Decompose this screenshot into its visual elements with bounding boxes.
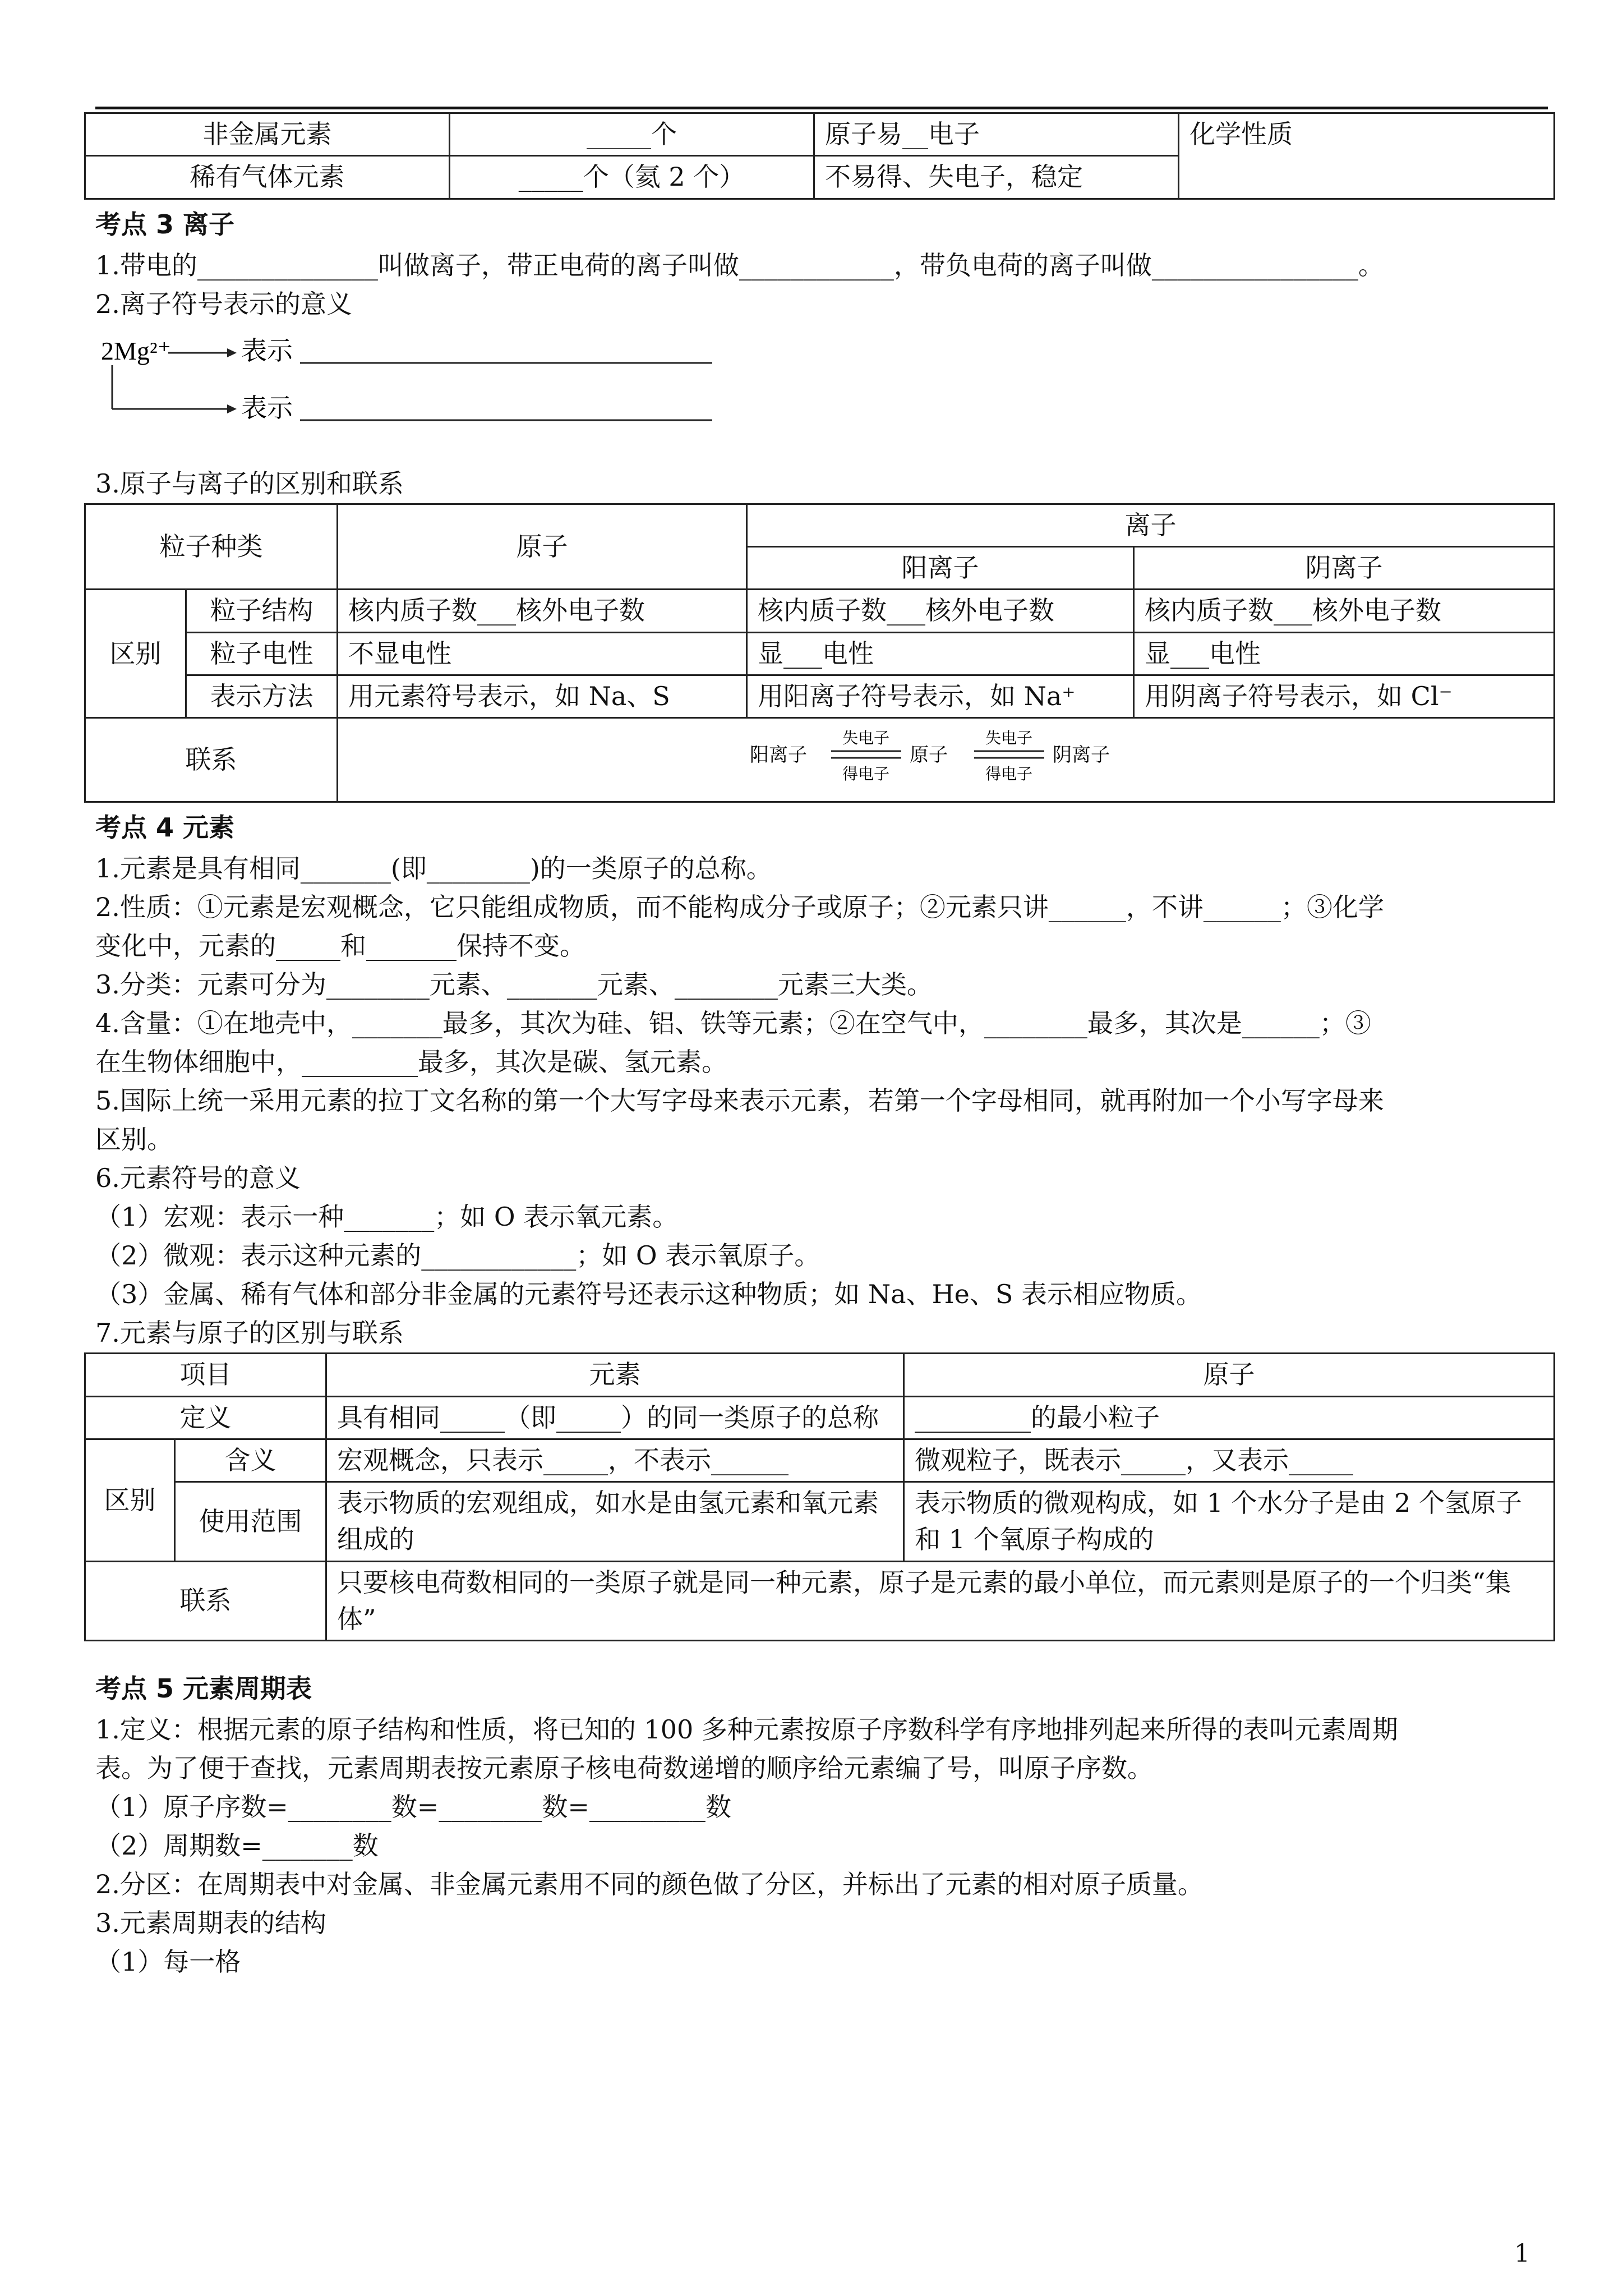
- paragraph: （1）宏观：表示一种_______；如 O 表示氧元素。: [95, 1202, 679, 1232]
- ion-symbol-diagram-svg: [101, 332, 774, 444]
- table-cell: _________的最小粒子: [904, 1396, 1555, 1439]
- table-cell: 使用范围: [175, 1482, 326, 1562]
- table-cell: 只要核电荷数相同的一类原子就是同一种元素，原子是元素的最小单位，而元素则是原子的一个归类“集体”: [326, 1561, 1555, 1641]
- table-cell: 离子: [747, 504, 1555, 546]
- conv-lose: 失电子: [842, 729, 889, 748]
- arrow-head: [227, 348, 237, 357]
- paragraph: 2.离子符号表示的意义: [95, 288, 352, 319]
- table-cell: 核内质子数___核外电子数: [747, 590, 1134, 632]
- table-cell: 非金属元素: [85, 113, 450, 156]
- table-row: [85, 632, 1555, 675]
- page-number: 1: [1514, 2239, 1530, 2268]
- conv-anion: 阴离子: [1052, 744, 1110, 767]
- arrow-head: [227, 404, 237, 413]
- table-cell: 阴离子: [1134, 546, 1555, 589]
- table-cell: 阳离子: [747, 546, 1134, 589]
- table-cell: 化学性质: [1179, 113, 1555, 199]
- paragraph: 4.含量：①在地壳中，_______最多，其次为硅、铝、铁等元素；②在空气中，________最多，其次是______；③: [95, 1008, 1371, 1039]
- table-cell: 显___电性: [747, 632, 1134, 675]
- table-row: [85, 1561, 1555, 1641]
- table-row: [85, 113, 1555, 156]
- table-cell: 表示方法: [186, 675, 338, 717]
- paragraph: 在生物体细胞中，_________最多，其次是碳、氢元素。: [95, 1047, 727, 1078]
- ion-symbol-diagram: [101, 332, 1553, 454]
- table-row: [85, 718, 1555, 802]
- paragraph: 2.性质：①元素是宏观概念，它只能组成物质，而不能构成分子或原子；②元素只讲______，不讲______；③化学: [95, 892, 1384, 923]
- table-row: [85, 1396, 1555, 1439]
- paragraph: 1.元素是具有相同_______(即________)的一类原子的总称。: [95, 853, 772, 884]
- paragraph: 3.原子与离子的区别和联系: [95, 468, 404, 499]
- table-row: [85, 675, 1555, 717]
- table-cell: 粒子电性: [186, 632, 338, 675]
- table-cell: 稀有气体元素: [85, 156, 450, 199]
- table-row: [85, 504, 1555, 546]
- atom-ion-table: [84, 503, 1555, 803]
- table-cell: 核内质子数___核外电子数: [1134, 590, 1555, 632]
- element-type-table: [84, 112, 1555, 200]
- table-cell: 宏观概念，只表示_____，不表示______: [326, 1439, 904, 1481]
- table-cell: _____个: [450, 113, 814, 156]
- table-cell: 区别: [85, 590, 186, 718]
- table-cell: 用阴离子符号表示，如 Cl⁻: [1134, 675, 1555, 717]
- table-cell: 微观粒子，既表示_____，又表示_____: [904, 1439, 1555, 1481]
- paragraph: （3）金属、稀有气体和部分非金属的元素符号还表示这种物质；如 Na、He、S 表示相应物质。: [95, 1279, 1202, 1310]
- table-cell: 含义: [175, 1439, 326, 1481]
- paragraph: （2）周期数=_______数: [95, 1830, 379, 1861]
- conv-cation: 阳离子: [749, 744, 807, 767]
- conversion-cell: [338, 718, 1555, 802]
- table-cell: 用阳离子符号表示，如 Na⁺: [747, 675, 1134, 717]
- document-page: [84, 107, 1553, 1981]
- section-title: 考点 3 离子: [95, 209, 235, 240]
- table-cell: 原子: [338, 504, 747, 590]
- table-cell: 原子易__电子: [814, 113, 1179, 156]
- paragraph: 2.分区：在周期表中对金属、非金属元素用不同的颜色做了分区，并标出了元素的相对原子质量。: [95, 1869, 1204, 1900]
- table-cell: 项目: [85, 1354, 326, 1396]
- table-cell: 原子: [904, 1354, 1555, 1396]
- paragraph: 7.元素与原子的区别与联系: [95, 1318, 404, 1349]
- table-row: [85, 1482, 1555, 1562]
- table-cell: _____个（氦 2 个）: [450, 156, 814, 199]
- table-cell: 不显电性: [338, 632, 747, 675]
- paragraph: 表。为了便于查找，元素周期表按元素原子核电荷数递增的顺序给元素编了号，叫原子序数。: [95, 1753, 1153, 1784]
- table-cell: 粒子种类: [85, 504, 338, 590]
- paragraph: 3.元素周期表的结构: [95, 1908, 326, 1939]
- table-cell: 区别: [85, 1439, 175, 1561]
- table-cell: 联系: [85, 1561, 326, 1641]
- conv-gain: 得电子: [985, 765, 1032, 784]
- ion-label: 表示: [241, 335, 293, 366]
- section-title: 考点 5 元素周期表: [95, 1673, 312, 1704]
- table-row: [85, 590, 1555, 632]
- ion-symbol: 2Mg²⁺: [101, 336, 171, 365]
- conv-lose: 失电子: [985, 729, 1032, 748]
- table-cell: 联系: [85, 718, 338, 802]
- paragraph: 1.定义：根据元素的原子结构和性质，将已知的 100 多种元素按原子序数科学有序地排列起来所得的表叫元素周期: [95, 1714, 1398, 1745]
- table-row: [85, 1354, 1555, 1396]
- conversion-diagram: [750, 724, 1142, 786]
- table-cell: 表示物质的微观构成，如 1 个水分子是由 2 个氢原子和 1 个氧原子构成的: [904, 1482, 1555, 1562]
- paragraph: 1.带电的______________叫做离子，带正电荷的离子叫做____________，带负电荷的离子叫做________________。: [95, 250, 1384, 280]
- table-cell: 用元素符号表示，如 Na、S: [338, 675, 747, 717]
- table-cell: 不易得、失电子，稳定: [814, 156, 1179, 199]
- ion-label: 表示: [241, 392, 293, 423]
- conv-gain: 得电子: [842, 765, 889, 784]
- table-cell: 显___电性: [1134, 632, 1555, 675]
- paragraph: （2）微观：表示这种元素的____________；如 O 表示氧原子。: [95, 1240, 820, 1271]
- table-cell: 定义: [85, 1396, 326, 1439]
- paragraph: 3.分类：元素可分为________元素、_______元素、________元素三大类。: [95, 969, 933, 1000]
- table-row: [85, 1439, 1555, 1481]
- paragraph: 5.国际上统一采用元素的拉丁文名称的第一个大写字母来表示元素，若第一个字母相同，就再附加一个小写字母来: [95, 1085, 1384, 1116]
- paragraph: 变化中，元素的_____和_______保持不变。: [95, 931, 585, 961]
- paragraph: 6.元素符号的意义: [95, 1163, 301, 1194]
- table-cell: 具有相同_____（即_____）的同一类原子的总称: [326, 1396, 904, 1439]
- paragraph: 区别。: [95, 1124, 173, 1155]
- paragraph: （1）原子序数=________数=________数=_________数: [95, 1792, 731, 1823]
- element-atom-table: [84, 1352, 1555, 1641]
- conv-atom: 原子: [909, 744, 948, 767]
- table-cell: 元素: [326, 1354, 904, 1396]
- table-cell: 核内质子数___核外电子数: [338, 590, 747, 632]
- table-cell: 表示物质的宏观组成，如水是由氢元素和氧元素组成的: [326, 1482, 904, 1562]
- paragraph: （1）每一格: [95, 1947, 241, 1977]
- section-title: 考点 4 元素: [95, 812, 235, 843]
- table-cell: 粒子结构: [186, 590, 338, 632]
